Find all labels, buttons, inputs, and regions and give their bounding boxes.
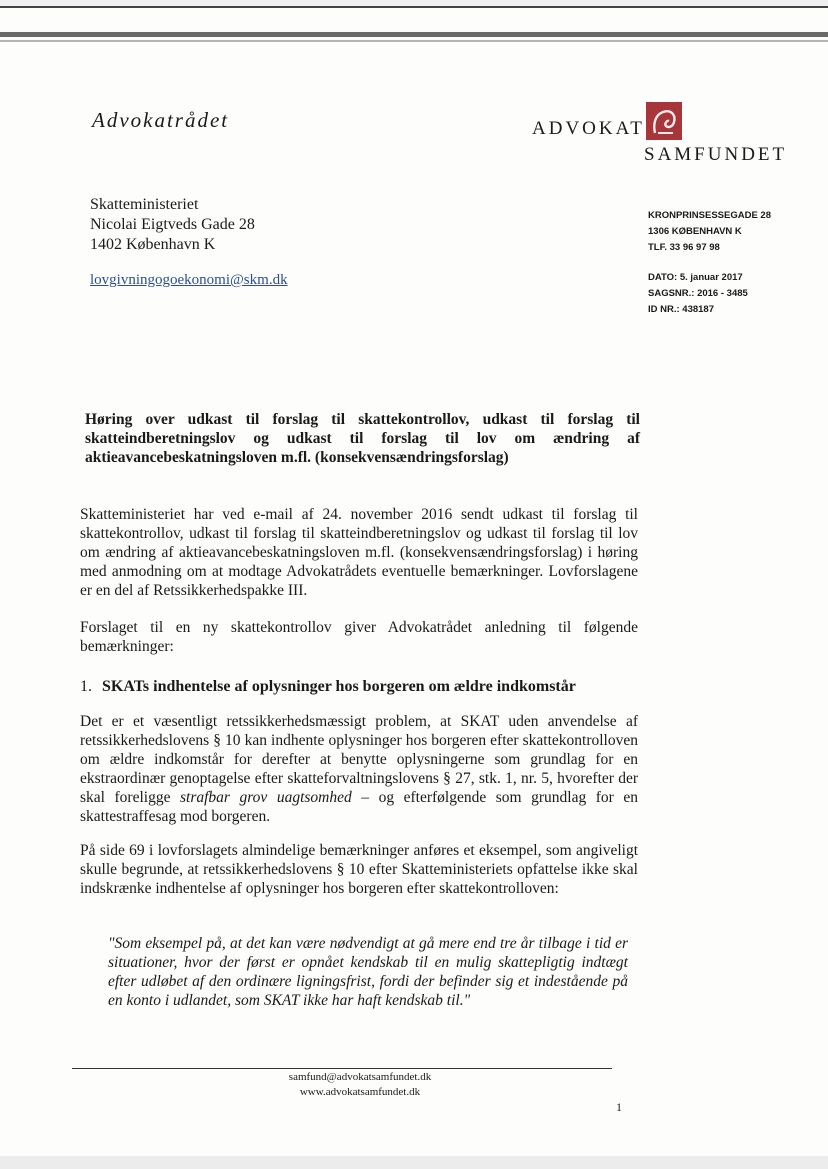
section-heading <box>80 678 576 696</box>
scan-line <box>0 40 828 42</box>
body-paragraph: Forslaget til en ny skattekontrollov giver Advokatrådet anledning til følgende bemærkninger: <box>80 619 638 655</box>
section-title: SKATs indhentelse af oplysninger hos borgeren om ældre indkomstår <box>102 678 576 695</box>
body-paragraph <box>80 712 638 826</box>
body-paragraph: Skatteministeriet har ved e-mail af 24. november 2016 sendt udkast til forslag til skattekontrollov, udkast til forslag til skatteindberetningslov og udkast til forslag til lov om ændring af aktieavancebeskatningsloven m.fl. (konsekvensændringsforslag) i høring med anmodning om at modtage Advokatrådets eventuelle bemærkninger. Lovforslagene er en del af Retssikkerhedspakke III. <box>80 506 638 599</box>
body-paragraph: På side 69 i lovforslagets almindelige bemærkninger anføres et eksempel, som angiveligt skulle begrunde, at retssikkerhedslovens § 10 efter Skatteministeriets opfattelse ikke skal indskrænke indhentelse af oplysninger hos borgeren efter skattekontrolloven: <box>80 842 638 897</box>
letter-subject: Høring over udkast til forslag til skattekontrollov, udkast til forslag til skatteindberetningslov og udkast til forslag til lov om ændring af aktieavancebeskatningsloven m.fl. (konsekvensændringsforslag) <box>85 411 640 466</box>
scan-edge-bottom <box>0 1156 828 1169</box>
footer-divider <box>72 1068 612 1069</box>
footer-email: samfund@advokatsamfundet.dk <box>288 1071 432 1083</box>
recipient-street: Nicolai Eigtveds Gade 28 <box>90 216 255 233</box>
paragraph-text: – og efterfølgende som grundlag for en skattestraffesag mod borgeren. <box>80 789 638 825</box>
recipient-email-link[interactable]: lovgivningogoekonomi@skm.dk <box>90 272 288 288</box>
logo-text-top: ADVOKAT <box>532 118 645 139</box>
letterhead-org-name: Advokatrådet <box>92 108 230 132</box>
letter-footer <box>0 1070 720 1100</box>
sender-street: KRONPRINSESSEGADE 28 <box>648 210 772 221</box>
case-number: SAGSNR.: 2016 - 3485 <box>648 288 748 299</box>
page-number: 1 <box>616 1100 622 1114</box>
scan-line <box>0 6 828 8</box>
advokatsamfundet-logo <box>532 102 792 168</box>
logo-emblem-icon <box>646 102 682 140</box>
section-number: 1. <box>80 678 92 695</box>
emphasized-text: strafbar grov uagtsomhed <box>179 789 352 806</box>
recipient-address <box>90 195 255 255</box>
letter-date: DATO: 5. januar 2017 <box>648 272 743 283</box>
recipient-name: Skatteministeriet <box>90 196 199 213</box>
logo-text-bottom: SAMFUNDET <box>644 144 788 165</box>
letter-meta <box>648 270 748 318</box>
id-number: ID NR.: 438187 <box>648 304 715 315</box>
block-quote: "Som eksempel på, at det kan være nødvendigt at gå mere end tre år tilbage i tid er situationer, hvor der først er opnået kendskab til en mulig skattepligtig indtægt efter udløbet af den ordinære ligningsfrist, fordi der befinder sig et indestående på en konto i udlandet, som SKAT ikke har haft kendskab til." <box>108 935 628 1009</box>
recipient-city: 1402 København K <box>90 236 216 253</box>
footer-website: www.advokatsamfundet.dk <box>299 1086 421 1098</box>
scan-line <box>0 32 828 37</box>
sender-phone: TLF. 33 96 97 98 <box>648 242 720 253</box>
paragraph-text: Det er et væsentligt retssikkerhedsmæssigt problem, at SKAT uden anvendelse af retssikkerhedslovens § 10 kan indhente oplysninger hos borgeren efter skattekontrolloven om ældre indkomstår for derefter at benytte oplysningerne som grundlag for en ekstraordinær genoptagelse efter skatteforvaltningslovens § 27, stk. 1, nr. 5, hvorefter der skal foreligge <box>80 713 638 806</box>
sender-city: 1306 KØBENHAVN K <box>648 226 742 237</box>
sender-address <box>648 208 771 256</box>
